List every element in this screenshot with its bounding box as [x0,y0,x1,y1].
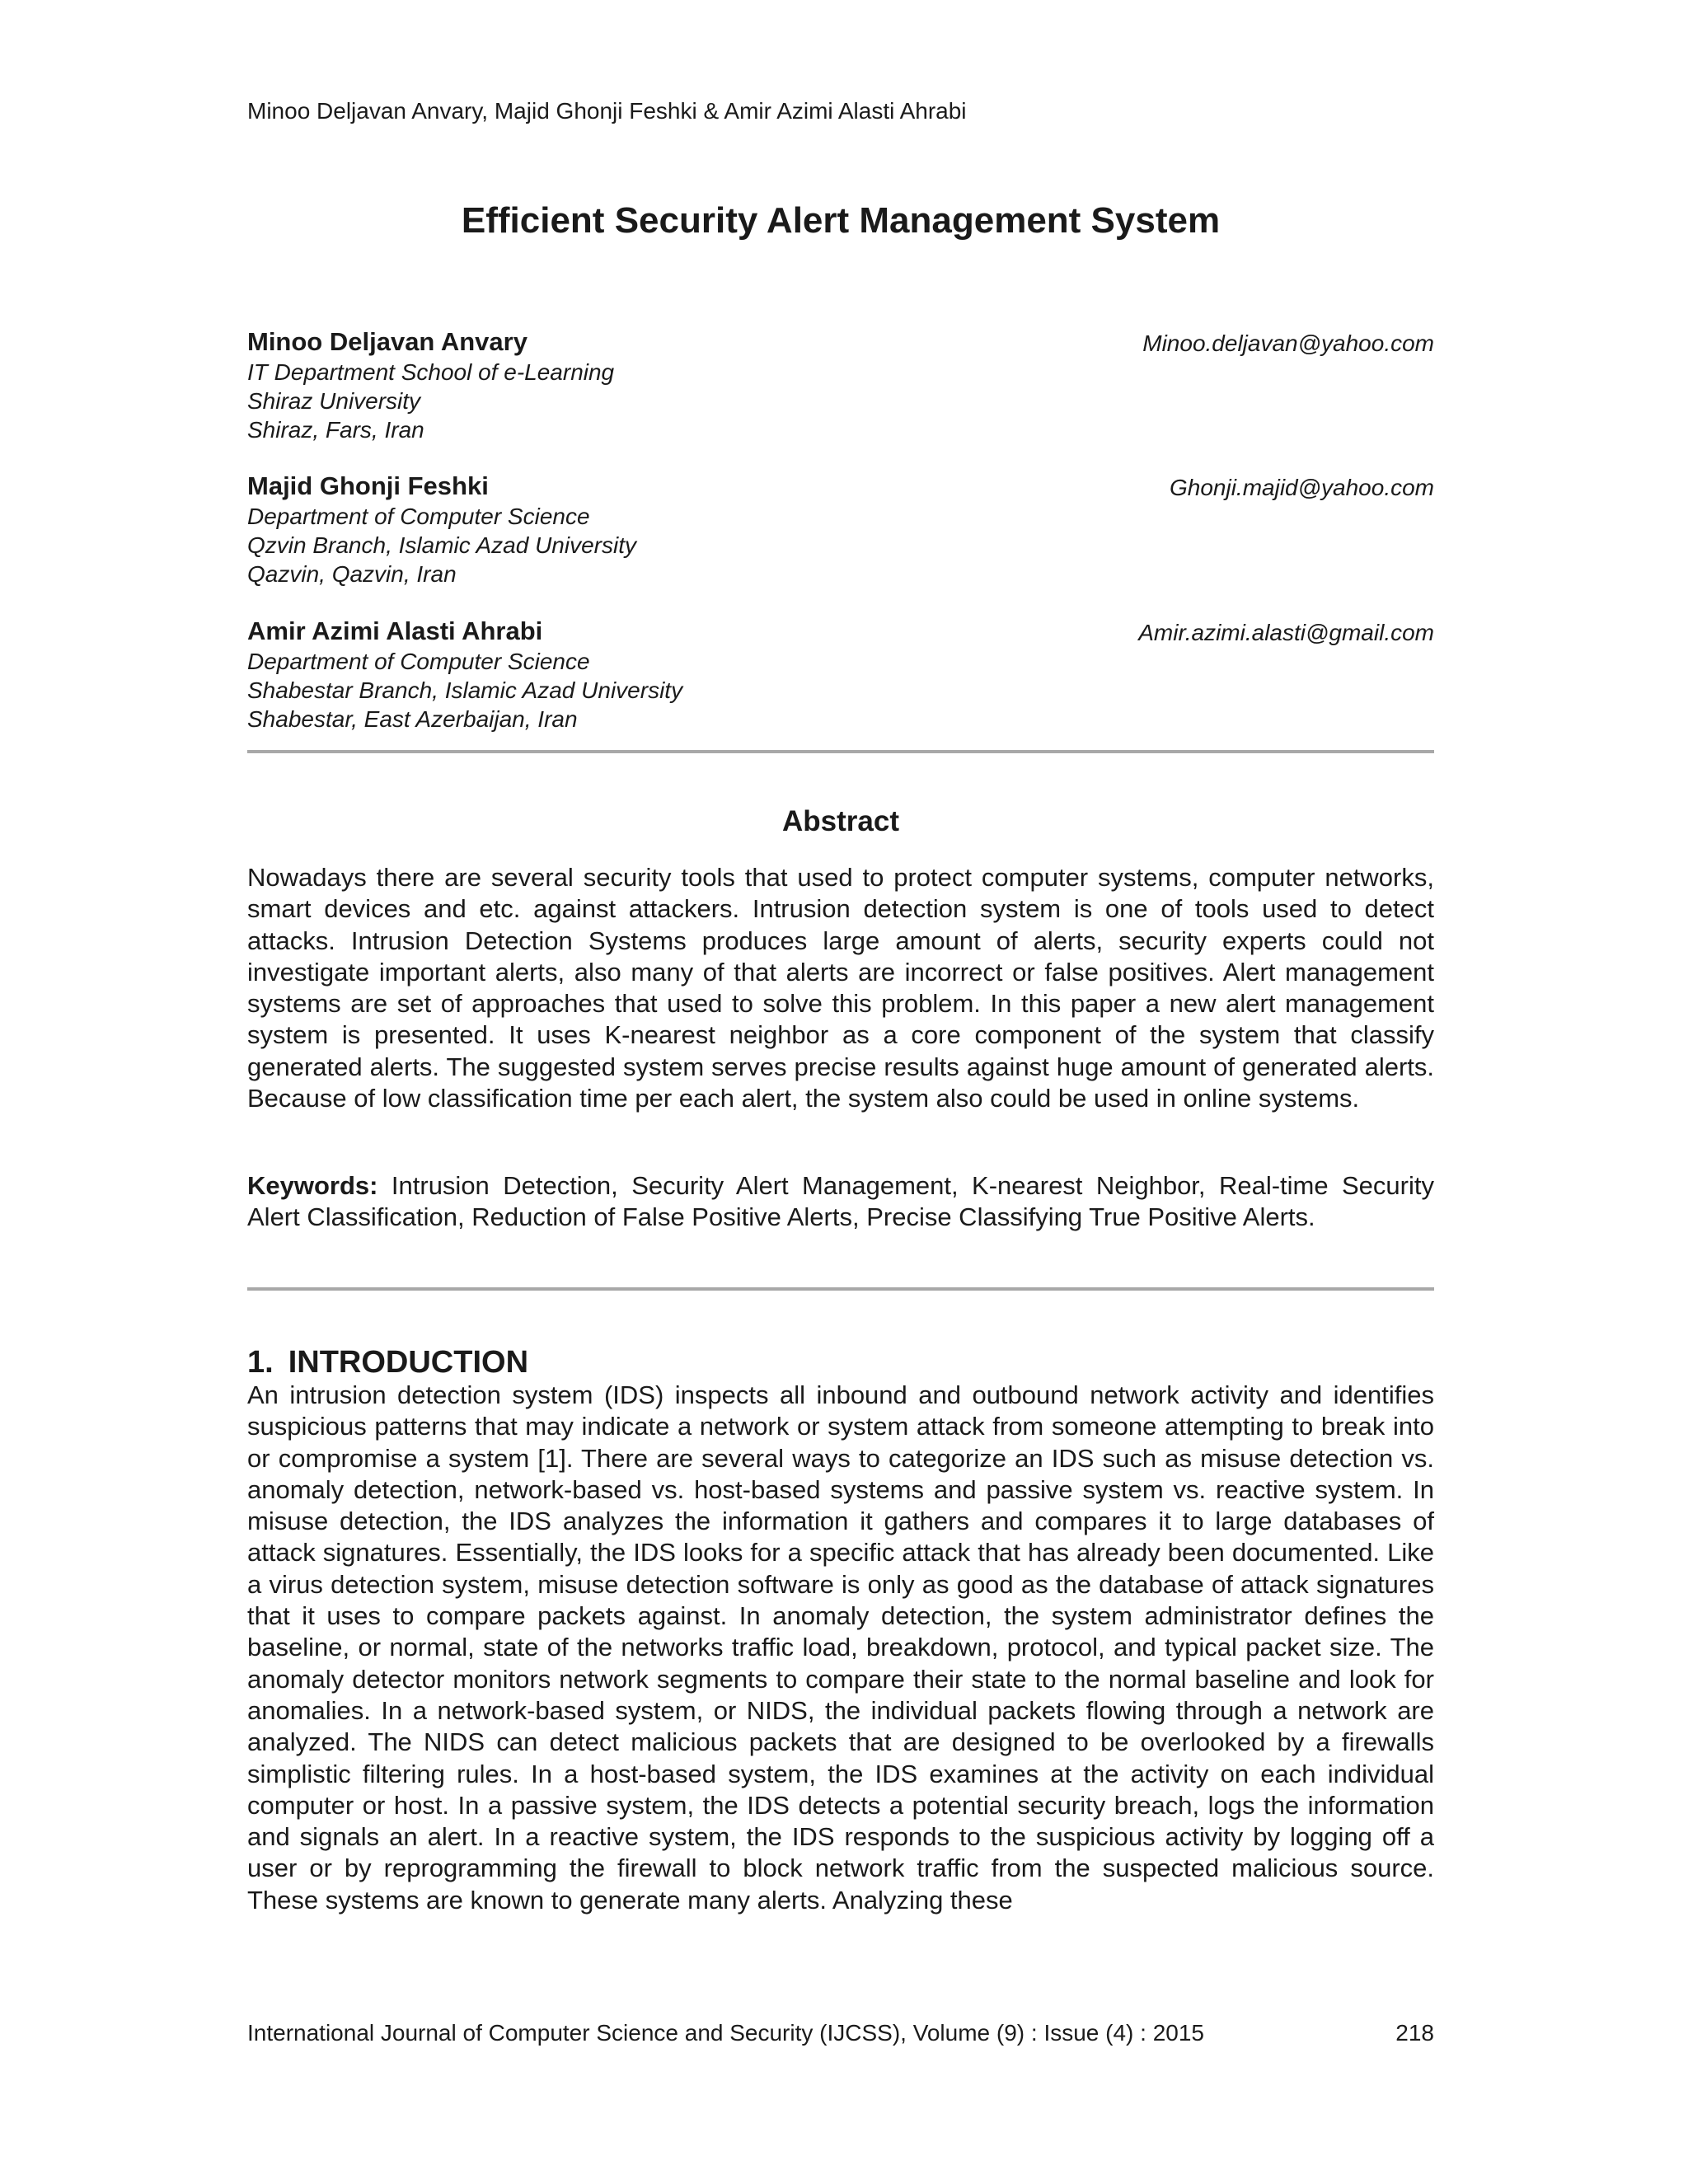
page-footer [247,2019,1434,2047]
author-email[interactable]: Ghonji.majid@yahoo.com [1169,475,1434,500]
section-heading [247,1343,528,1381]
page-number: 218 [1395,2020,1434,2046]
author-affiliation-line: Qazvin, Qazvin, Iran [247,561,457,587]
author-affiliation-line: Shabestar Branch, Islamic Azad University [247,677,683,703]
author-affiliation-line: Department of Computer Science [247,649,590,674]
author-block [247,471,1434,588]
section-number: 1. [247,1345,274,1380]
author-affiliation-line: Qzvin Branch, Islamic Azad University [247,532,636,558]
author-affiliation-line: Shabestar, East Azerbaijan, Iran [247,706,578,732]
author-affiliation-line: IT Department School of e-Learning [247,359,615,385]
paper-title: Efficient Security Alert Management System [461,200,1221,241]
author-email[interactable]: Minoo.deljavan@yahoo.com [1142,330,1434,356]
abstract-heading: Abstract [782,805,899,837]
author-block [247,326,1434,444]
author-affiliation-line: Department of Computer Science [247,504,590,529]
author-affiliation-line: Shiraz, Fars, Iran [247,417,424,443]
author-name: Minoo Deljavan Anvary [247,327,528,356]
horizontal-rule [247,1287,1434,1291]
author-name: Amir Azimi Alasti Ahrabi [247,616,543,645]
author-name: Majid Ghonji Feshki [247,471,489,500]
footer-journal: International Journal of Computer Science and Security (IJCSS), Volume (9) : Issue (4) : 2015 [247,2020,1205,2046]
author-email[interactable]: Amir.azimi.alasti@gmail.com [1138,620,1434,645]
keywords-text: Intrusion Detection, Security Alert Management, K-nearest Neighbor, Real-time Security Alert Classification, Reduction of False Positive Alerts, Precise Classifying True Positive Alerts. [247,1171,1434,1232]
keywords-paragraph [247,1170,1434,1234]
running-header: Minoo Deljavan Anvary, Majid Ghonji Feshki & Amir Azimi Alasti Ahrabi [247,98,967,124]
author-block [247,616,1434,733]
author-affiliation-line: Shiraz University [247,388,421,414]
keywords-label: Keywords: [247,1171,378,1200]
abstract-text: Nowadays there are several security tools that used to protect computer systems, computer networks, smart devices and etc. against attackers. Intrusion detection system is one of tools used to detect attacks. Intrusion Detection Systems produces large amount of alerts, security experts could not investigate important alerts, also many of that alerts are incorrect or false positives. Alert management systems are set of approaches that used to solve this problem. In this paper a new alert management system is presented. It uses K-nearest neighbor as a core component of the system that classify generated alerts. The suggested system serves precise results against huge amount of generated alerts. Because of low classification time per each alert, the system also could be used in online systems. [247,863,1434,1113]
horizontal-rule [247,750,1434,753]
section-title: INTRODUCTION [288,1345,529,1380]
introduction-text: An intrusion detection system (IDS) inspects all inbound and outbound network activity and identifies suspicious patterns that may indicate a network or system attack from someone attempting to break into or compromise a system [1]. There are several ways to categorize an IDS such as misuse detection vs. anomaly detection, network-based vs. host-based systems and passive system vs. reactive system. In misuse detection, the IDS analyzes the information it gathers and compares it to large databases of attack signatures. Essentially, the IDS looks for a specific attack that has already been documented. Like a virus detection system, misuse detection software is only as good as the database of attack signatures that it uses to compare packets against. In anomaly detection, the system administrator defines the baseline, or normal, state of the networks traffic load, breakdown, protocol, and typical packet size. The anomaly detector monitors network segments to compare their state to the normal baseline and look for anomalies. In a network-based system, or NIDS, the individual packets flowing through a network are analyzed. The NIDS can detect malicious packets that are designed to be overlooked by a firewalls simplistic filtering rules. In a host-based system, the IDS examines at the activity on each individual computer or host. In a passive system, the IDS detects a potential security breach, logs the information and signals an alert. In a reactive system, the IDS responds to the suspicious activity by logging off a user or by reprogramming the firewall to block network traffic from the suspected malicious source. These systems are known to generate many alerts. Analyzing these [247,1380,1434,1915]
